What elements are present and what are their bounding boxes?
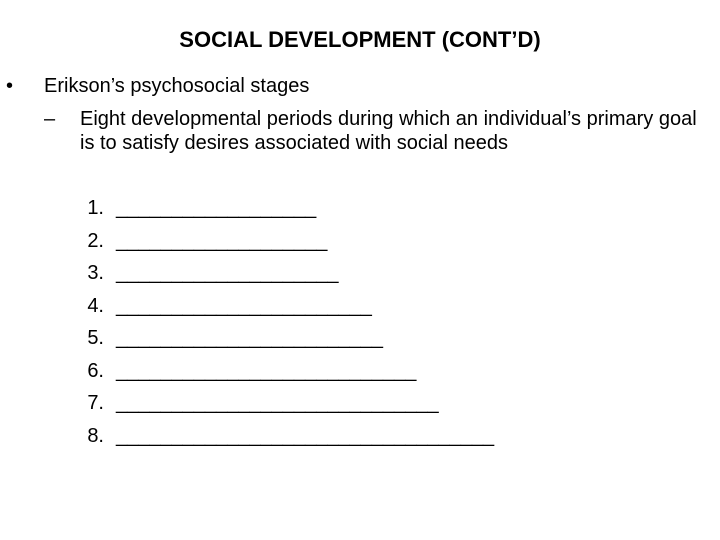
stage-number: 4. [87,294,104,317]
stage-number: 2. [87,229,104,252]
stage-number: 7. [87,392,104,414]
stage-item [0,294,720,327]
stage-number: 8. [87,424,104,447]
sub-bullet-marker: – [44,108,56,130]
stage-number: 3. [87,262,104,284]
stage-number: 6. [87,359,104,382]
stage-blank: __________________________________ [116,424,495,447]
slide-title: SOCIAL DEVELOPMENT (CONT’D) [179,27,541,52]
stage-blank: ___________________________ [116,359,417,382]
stage-item [0,391,720,424]
stage-item [0,359,720,392]
stage-number: 5. [87,327,104,349]
stage-blank: __________________ [116,197,317,219]
bullet-text: Erikson’s psychosocial stages [44,75,310,97]
stage-item [0,261,720,294]
stages-list [0,196,720,456]
stage-blank: ____________________ [116,262,339,284]
stage-item [0,326,720,359]
stage-item [0,196,720,229]
stage-blank: _______________________ [116,294,372,317]
stage-item [0,424,720,457]
stage-item [0,229,720,262]
bullet-marker: • [6,75,14,97]
stage-number: 1. [87,197,104,219]
stage-blank: ________________________ [116,327,383,349]
stage-blank: ___________________ [116,229,328,252]
sub-bullet-text: Eight developmental periods during which an individual’s primary goal is to satisfy desires associated with social needs [80,108,697,154]
stage-blank: _____________________________ [116,392,439,414]
